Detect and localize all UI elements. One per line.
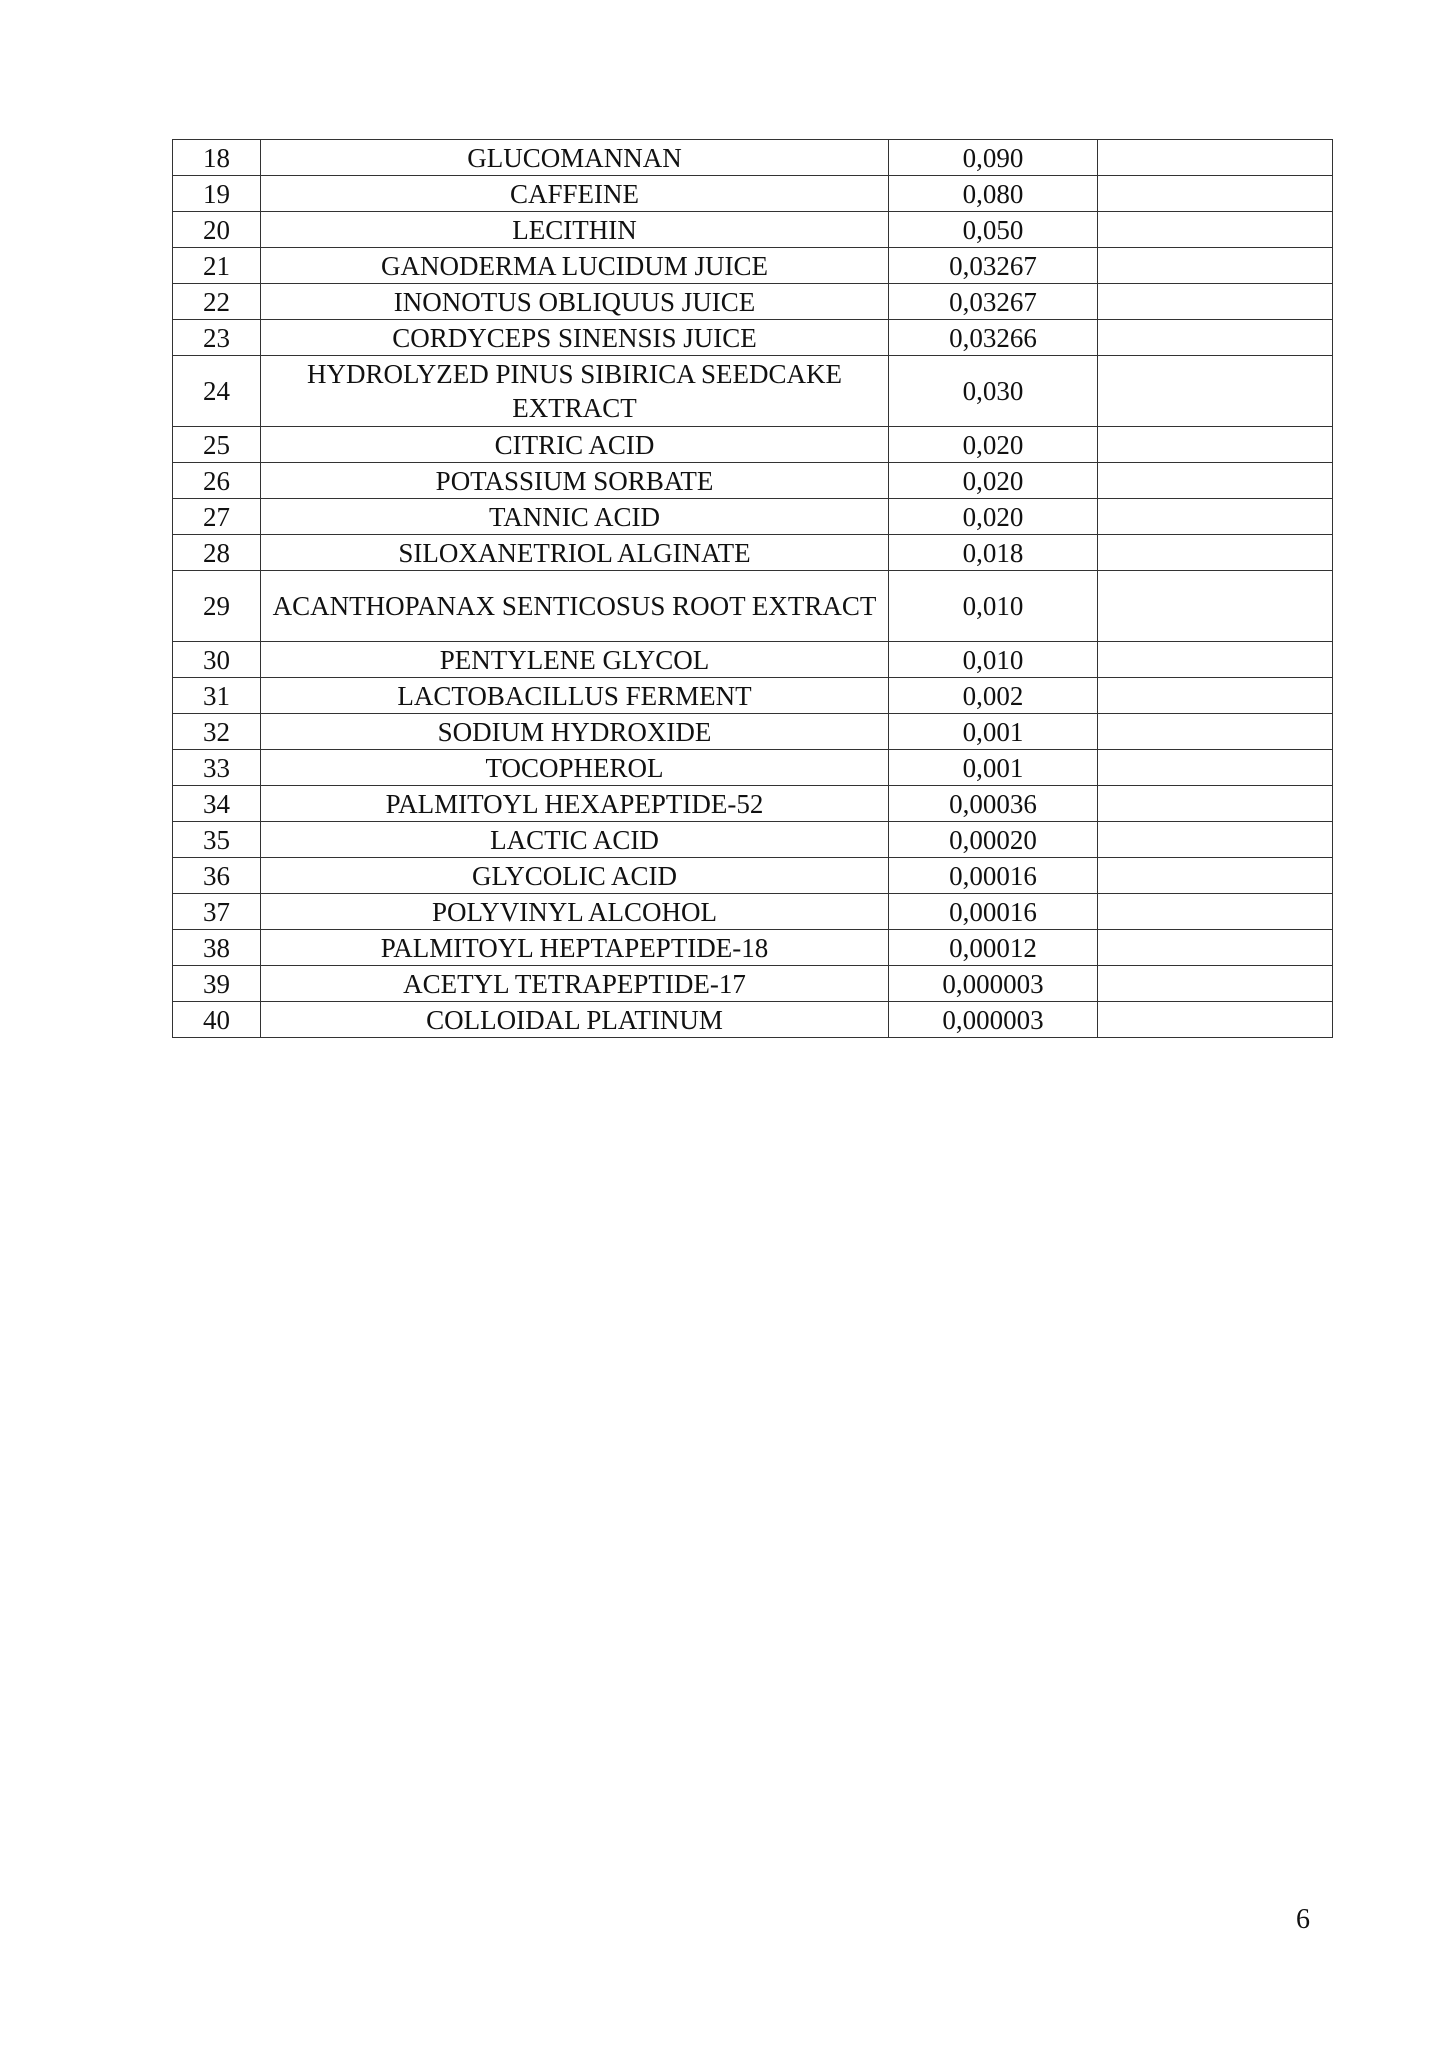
empty-cell (1098, 678, 1333, 714)
row-number: 26 (173, 463, 261, 499)
empty-cell (1098, 642, 1333, 678)
empty-cell (1098, 930, 1333, 966)
ingredient-value: 0,090 (889, 140, 1098, 176)
ingredient-value: 0,018 (889, 535, 1098, 571)
row-number: 40 (173, 1002, 261, 1038)
ingredient-name: PALMITOYL HEXAPEPTIDE-52 (261, 786, 889, 822)
table-row (173, 176, 1333, 212)
table-row (173, 714, 1333, 750)
ingredient-value: 0,001 (889, 750, 1098, 786)
row-number: 31 (173, 678, 261, 714)
table-row (173, 750, 1333, 786)
empty-cell (1098, 356, 1333, 427)
empty-cell (1098, 1002, 1333, 1038)
ingredients-table (172, 139, 1333, 1038)
ingredient-value: 0,010 (889, 571, 1098, 642)
row-number: 18 (173, 140, 261, 176)
empty-cell (1098, 858, 1333, 894)
ingredient-name: COLLOIDAL PLATINUM (261, 1002, 889, 1038)
ingredient-value: 0,001 (889, 714, 1098, 750)
ingredient-value: 0,00020 (889, 822, 1098, 858)
row-number: 25 (173, 427, 261, 463)
ingredient-value: 0,00012 (889, 930, 1098, 966)
empty-cell (1098, 284, 1333, 320)
ingredient-name: TOCOPHEROL (261, 750, 889, 786)
row-number: 23 (173, 320, 261, 356)
ingredient-name: HYDROLYZED PINUS SIBIRICA SEEDCAKE EXTRACT (261, 356, 889, 427)
ingredient-name: PALMITOYL HEPTAPEPTIDE-18 (261, 930, 889, 966)
ingredient-value: 0,050 (889, 212, 1098, 248)
empty-cell (1098, 248, 1333, 284)
row-number: 21 (173, 248, 261, 284)
table-row (173, 930, 1333, 966)
table-row (173, 822, 1333, 858)
ingredient-value: 0,000003 (889, 966, 1098, 1002)
table-row (173, 858, 1333, 894)
ingredient-name: PENTYLENE GLYCOL (261, 642, 889, 678)
table-row (173, 894, 1333, 930)
row-number: 33 (173, 750, 261, 786)
ingredient-name: SODIUM HYDROXIDE (261, 714, 889, 750)
ingredient-value: 0,080 (889, 176, 1098, 212)
ingredient-value: 0,03267 (889, 284, 1098, 320)
ingredient-name: CITRIC ACID (261, 427, 889, 463)
row-number: 35 (173, 822, 261, 858)
empty-cell (1098, 140, 1333, 176)
table-row (173, 284, 1333, 320)
empty-cell (1098, 463, 1333, 499)
ingredient-name: ACETYL TETRAPEPTIDE-17 (261, 966, 889, 1002)
table-row (173, 571, 1333, 642)
empty-cell (1098, 571, 1333, 642)
ingredient-value: 0,00016 (889, 894, 1098, 930)
ingredient-name: ACANTHOPANAX SENTICOSUS ROOT EXTRACT (261, 571, 889, 642)
ingredient-name: TANNIC ACID (261, 499, 889, 535)
table-row (173, 212, 1333, 248)
ingredient-name: CORDYCEPS SINENSIS JUICE (261, 320, 889, 356)
table-row (173, 966, 1333, 1002)
ingredient-name: LACTOBACILLUS FERMENT (261, 678, 889, 714)
empty-cell (1098, 966, 1333, 1002)
empty-cell (1098, 535, 1333, 571)
table-row (173, 1002, 1333, 1038)
ingredient-name: LECITHIN (261, 212, 889, 248)
table-row (173, 463, 1333, 499)
row-number: 34 (173, 786, 261, 822)
ingredient-name: POLYVINYL ALCOHOL (261, 894, 889, 930)
ingredient-value: 0,020 (889, 463, 1098, 499)
page-number: 6 (1296, 1904, 1310, 1935)
row-number: 37 (173, 894, 261, 930)
empty-cell (1098, 427, 1333, 463)
ingredient-value: 0,020 (889, 427, 1098, 463)
empty-cell (1098, 822, 1333, 858)
ingredient-value: 0,03266 (889, 320, 1098, 356)
empty-cell (1098, 320, 1333, 356)
empty-cell (1098, 786, 1333, 822)
ingredient-name: CAFFEINE (261, 176, 889, 212)
row-number: 28 (173, 535, 261, 571)
row-number: 32 (173, 714, 261, 750)
table-row (173, 786, 1333, 822)
empty-cell (1098, 212, 1333, 248)
ingredient-name: LACTIC ACID (261, 822, 889, 858)
ingredient-value: 0,03267 (889, 248, 1098, 284)
table-row (173, 642, 1333, 678)
row-number: 19 (173, 176, 261, 212)
row-number: 29 (173, 571, 261, 642)
row-number: 36 (173, 858, 261, 894)
table-row (173, 248, 1333, 284)
table-row (173, 320, 1333, 356)
ingredient-name: INONOTUS OBLIQUUS JUICE (261, 284, 889, 320)
row-number: 20 (173, 212, 261, 248)
table-row (173, 535, 1333, 571)
ingredient-name: SILOXANETRIOL ALGINATE (261, 535, 889, 571)
ingredient-value: 0,00016 (889, 858, 1098, 894)
ingredient-name: GANODERMA LUCIDUM JUICE (261, 248, 889, 284)
row-number: 30 (173, 642, 261, 678)
table-row (173, 678, 1333, 714)
ingredient-name: POTASSIUM SORBATE (261, 463, 889, 499)
ingredient-name: GLYCOLIC ACID (261, 858, 889, 894)
row-number: 27 (173, 499, 261, 535)
empty-cell (1098, 176, 1333, 212)
ingredient-name: GLUCOMANNAN (261, 140, 889, 176)
row-number: 24 (173, 356, 261, 427)
ingredient-value: 0,010 (889, 642, 1098, 678)
table-row (173, 140, 1333, 176)
ingredient-value: 0,002 (889, 678, 1098, 714)
table-row (173, 356, 1333, 427)
row-number: 38 (173, 930, 261, 966)
empty-cell (1098, 750, 1333, 786)
ingredient-value: 0,000003 (889, 1002, 1098, 1038)
table-row (173, 427, 1333, 463)
ingredient-value: 0,020 (889, 499, 1098, 535)
row-number: 39 (173, 966, 261, 1002)
row-number: 22 (173, 284, 261, 320)
empty-cell (1098, 894, 1333, 930)
empty-cell (1098, 499, 1333, 535)
table-row (173, 499, 1333, 535)
ingredient-value: 0,00036 (889, 786, 1098, 822)
ingredient-value: 0,030 (889, 356, 1098, 427)
empty-cell (1098, 714, 1333, 750)
